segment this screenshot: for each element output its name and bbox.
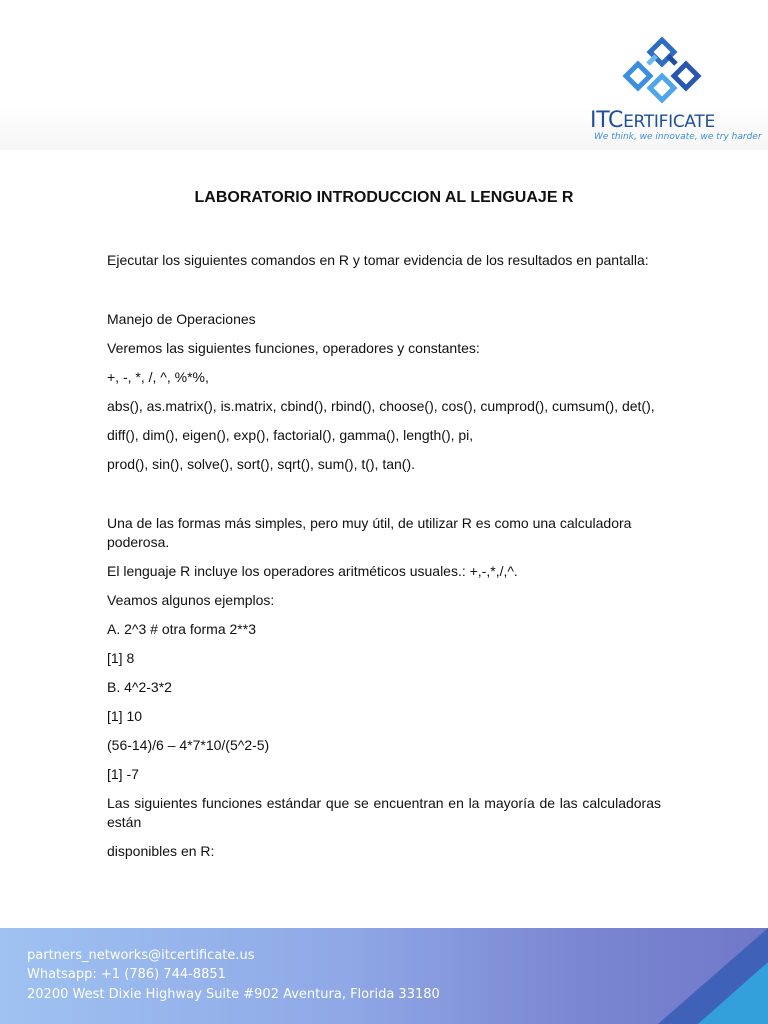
footer-banner [0,928,768,1024]
functions-line-2: diff(), dim(), eigen(), exp(), factorial(), gamma(), length(), pi, [107,427,474,443]
document-body [107,251,661,861]
footer-whatsapp: Whatsapp: +1 (786) 744-8851 [27,967,226,982]
functions-line-3: prod(), sin(), solve(), sort(), sqrt(), sum(), t(), tan(). [107,456,416,472]
functions-line-1: abs(), as.matrix(), is.matrix, cbind(), rbind(), choose(), cos(), cumprod(), cumsum(), det(), [107,398,655,414]
result-b: [1] 10 [107,708,143,724]
section-heading: Manejo de Operaciones [107,311,256,327]
result-c: [1] -7 [107,766,139,782]
available-in-r: disponibles en R: [107,843,215,859]
examples-intro: Veamos algunos ejemplos: [107,592,275,608]
logo-mark-icon [612,36,712,106]
intro-paragraph: Ejecutar los siguientes comandos en R y tomar evidencia de los resultados en pantalla: [107,252,649,268]
document-title: LABORATORIO INTRODUCCION AL LENGUAJE R [194,189,574,206]
operators-list: +, -, *, /, ^, %*%, [107,369,209,385]
calculator-paragraph: Una de las formas más simples, pero muy útil, de utilizar R es como una calculadora poderosa. [107,515,632,550]
functions-intro: Veremos las siguientes funciones, operadores y constantes: [107,340,480,356]
brand-name: ITCERTIFICATE [590,108,715,133]
result-a: [1] 8 [107,650,135,666]
itcertificate-logo [590,36,762,146]
footer-accent-triangle-small [698,962,768,1024]
example-c: (56-14)/6 – 4*7*10/(5^2-5) [107,737,270,753]
footer-email-link[interactable]: partners_networks@itcertificate.us [27,948,255,963]
example-b: B. 4^2-3*2 [107,679,172,695]
arithmetic-paragraph: El lenguaje R incluye los operadores aritméticos usuales.: +,-,*,/,^. [107,563,518,579]
brand-tagline: We think, we innovate, we try harder [594,132,762,142]
example-a: A. 2^3 # otra forma 2**3 [107,621,256,637]
footer-address: 20200 West Dixie Highway Suite #902 Aventura, Florida 33180 [27,987,440,1002]
standard-functions-paragraph: Las siguientes funciones estándar que se encuentran en la mayoría de las calculadoras están [107,795,661,830]
